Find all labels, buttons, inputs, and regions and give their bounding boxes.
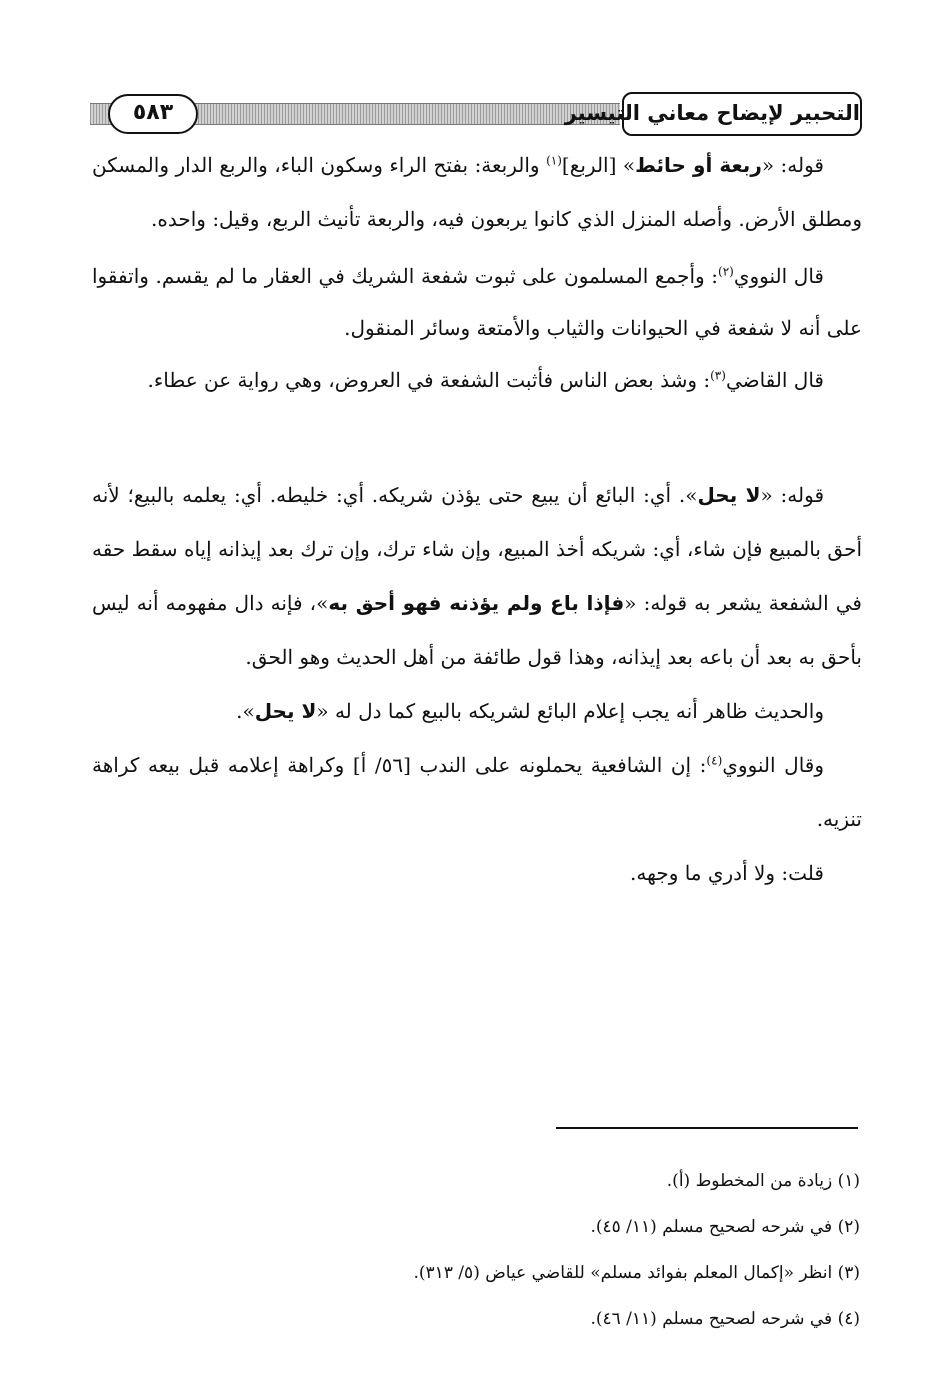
footnote-2: (٢) في شرحه لصحيح مسلم (١١/ ٤٥). xyxy=(590,1217,860,1237)
footnote-ref-2: (٢) xyxy=(718,264,734,279)
paragraph-3: قال القاضي$^{(٣)}$: وشذ بعض الناس فأثبت الشفعة في العروض، وهي رواية عن عطاء. xyxy=(147,368,824,392)
paragraph-5: والحديث ظاهر أنه يجب إعلام البائع لشريكه بالبيع كما دل له «لا يحل». xyxy=(236,699,824,723)
paragraph-2: قال النووي$^{(٢)}$: وأجمع المسلمون على ثبوت شفعة الشريك في العقار ما لم يقسم. واتفقوا على أنه لا شفعة في الحيوانات والثياب والأمتعة وسائر المنقول. xyxy=(92,264,862,340)
bold-quote: ربعة أو حائط xyxy=(635,153,762,177)
footnotes xyxy=(300,1158,860,1342)
paragraph-6: وقال النووي$^{(٤)}$: إن الشافعية يحملونه على الندب [٥٦/ أ] وكراهة إعلامه قبل بيعه كراهة تنزيه. xyxy=(92,753,862,831)
page-number: ٥٨٣ xyxy=(108,94,198,134)
bold-quote: لا يحل xyxy=(254,699,317,723)
page-header xyxy=(90,92,862,140)
footnote-ref-3: (٣) xyxy=(710,368,726,383)
bold-quote: لا يحل xyxy=(697,483,761,507)
book-title: التحبير لإيضاح معاني التيسير xyxy=(622,92,862,136)
paragraph-7: قلت: ولا أدري ما وجهه. xyxy=(630,861,824,885)
bold-quote: فإذا باع ولم يؤذنه فهو أحق به xyxy=(328,591,625,615)
footnote-4: (٤) في شرحه لصحيح مسلم (١١/ ٤٦). xyxy=(590,1309,860,1329)
main-text xyxy=(92,138,862,900)
footnote-ref-1: (١) xyxy=(546,153,562,168)
paragraph-4: قوله: «لا يحل». أي: البائع أن يبيع حتى يؤذن شريكه. أي: خليطه. أي: يعلمه بالبيع؛ لأنه أحق بالمبيع فإن شاء، أي: شريكه أخذ المبيع، وإن شاء ترك، وإن ترك بعد إيذانه إياه سقط حقه في الشفعة يشعر به قوله: «فإذا باع ولم يؤذنه فهو أحق به»، فإنه دال مفهومه أنه ليس بأحق به بعد أن باعه بعد إيذانه، وهذا قول طائفة من أهل الحديث وهو الحق. xyxy=(92,483,862,669)
footnote-1: (١) زيادة من المخطوط (أ). xyxy=(666,1171,860,1191)
footnote-divider xyxy=(556,1127,858,1129)
footnote-3: (٣) انظر «إكمال المعلم بفوائد مسلم» للقاضي عياض (٥/ ٣١٣). xyxy=(413,1263,860,1283)
footnote-ref-4: (٤) xyxy=(706,753,723,768)
paragraph-1: قوله: «ربعة أو حائط» [الربع]$^{(١)}$ والربعة: بفتح الراء وسكون الباء، والربع الدار والمسكن ومطلق الأرض. وأصله المنزل الذي كانوا يربعون فيه، والربعة تأنيث الربع، وقيل: واحده. xyxy=(92,153,862,231)
